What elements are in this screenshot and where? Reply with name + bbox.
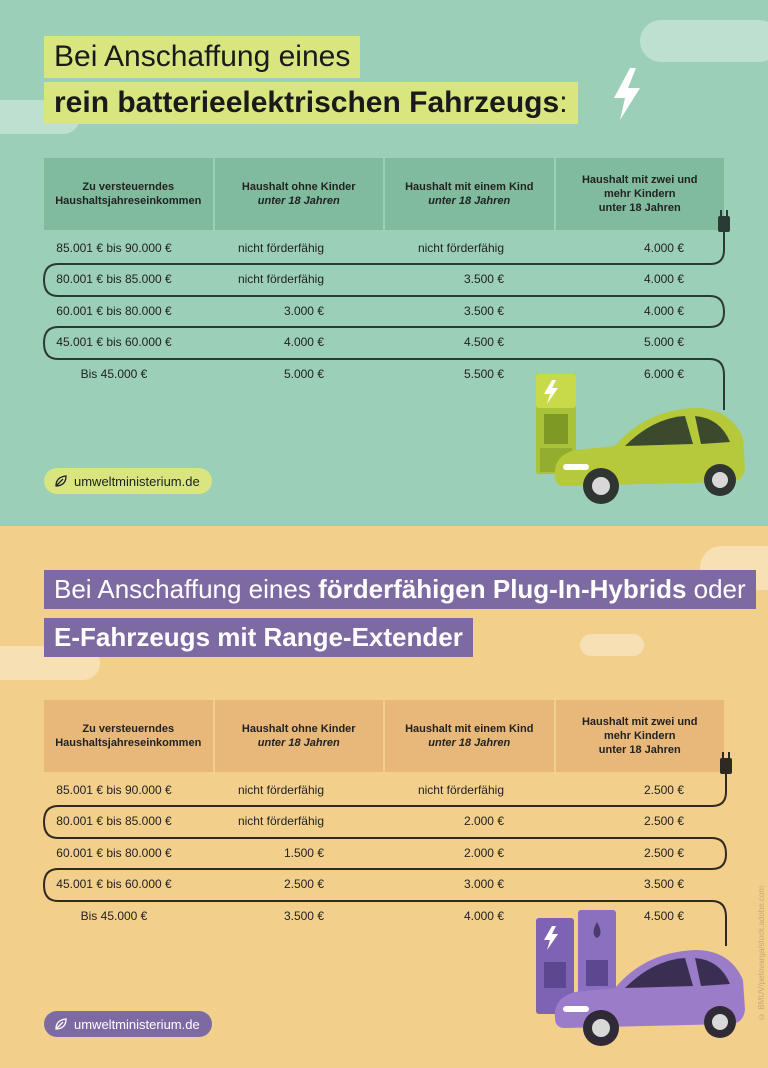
leaf-icon	[54, 474, 68, 488]
cell-income: Bis 45.000 €	[80, 366, 148, 381]
hybrid-car-icon	[545, 940, 750, 1050]
cell-value: 5.000 €	[283, 366, 324, 381]
cell-value: 3.500 €	[643, 877, 684, 892]
cell-income: 45.001 € bis 60.000 €	[56, 335, 172, 350]
header-text: Haushalt mit zwei und mehr Kindern	[581, 174, 698, 200]
cell-income: 60.001 € bis 80.000 €	[56, 303, 172, 318]
cell-value: nicht förderfähig	[417, 240, 504, 255]
cell-value: 1.500 €	[283, 845, 324, 860]
cell-value: 4.000 €	[283, 335, 324, 350]
electric-car-icon	[545, 398, 750, 508]
header-subtext: unter 18 Jahren	[598, 744, 681, 756]
cell-income: 80.001 € bis 85.000 €	[56, 814, 172, 829]
title-text: Bei Anschaffung eines	[54, 40, 351, 73]
header-text: Haushalt mit einem Kind	[405, 181, 534, 193]
leaf-icon	[54, 1017, 68, 1031]
cell-value: 5.500 €	[463, 366, 504, 381]
cell-income: 85.001 € bis 90.000 €	[56, 782, 172, 797]
cell-value: nicht förderfähig	[237, 240, 324, 255]
title-bold-text: rein batterieelektrischen Fahrzeugs	[54, 86, 560, 119]
header-subtext: unter 18 Jahren	[428, 737, 511, 749]
cell-income: 45.001 € bis 60.000 €	[56, 877, 172, 892]
cell-value: 3.000 €	[283, 303, 324, 318]
cell-value: 3.500 €	[463, 272, 504, 287]
cell-value: nicht förderfähig	[237, 782, 324, 797]
cell-value: 4.500 €	[463, 335, 504, 350]
website-link[interactable]	[44, 1011, 212, 1037]
cell-value: 2.500 €	[643, 814, 684, 829]
cell-value: 3.500 €	[283, 908, 324, 923]
image-credit: © BMUV/petovarga/stock.adobe.com	[757, 886, 766, 1021]
cell-value: 2.500 €	[283, 877, 324, 892]
cell-income: Bis 45.000 €	[80, 908, 148, 923]
header-text: Haushalt ohne Kinder	[241, 181, 356, 193]
cell-value: 2.500 €	[643, 845, 684, 860]
cell-value: 3.000 €	[463, 877, 504, 892]
header-text: Haushalt mit zwei und mehr Kindern	[581, 716, 698, 742]
cell-income: 80.001 € bis 85.000 €	[56, 272, 172, 287]
cell-income: 85.001 € bis 90.000 €	[56, 240, 172, 255]
cell-value: 6.000 €	[643, 366, 684, 381]
cell-value: 2.500 €	[643, 782, 684, 797]
header-subtext: unter 18 Jahren	[428, 195, 511, 207]
header-text: Haushalt ohne Kinder	[241, 723, 356, 735]
title-text: Bei Anschaffung eines	[54, 574, 319, 604]
title-bold-text: E-Fahrzeugs mit Range-Extender	[54, 622, 463, 652]
cell-value: 5.000 €	[643, 335, 684, 350]
cell-value: 4.000 €	[643, 303, 684, 318]
header-text: Haushalt mit einem Kind	[405, 723, 534, 735]
website-link[interactable]	[44, 468, 212, 494]
header-subtext: unter 18 Jahren	[598, 202, 681, 214]
cell-value: 4.000 €	[643, 240, 684, 255]
cell-income: 60.001 € bis 80.000 €	[56, 845, 172, 860]
cell-value: nicht förderfähig	[237, 272, 324, 287]
header-text: Zu versteuerndes Haushaltsjahreseinkommen	[55, 181, 202, 207]
cell-value: 4.500 €	[643, 908, 684, 923]
title-suffix: oder	[686, 574, 746, 604]
cell-value: 4.000 €	[643, 272, 684, 287]
bev-panel	[0, 0, 768, 526]
title-suffix: :	[559, 86, 568, 119]
website-link-text: umweltministerium.de	[74, 473, 200, 489]
cell-value: 4.000 €	[463, 908, 504, 923]
header-subtext: unter 18 Jahren	[257, 195, 340, 207]
website-link-text: umweltministerium.de	[74, 1016, 200, 1032]
header-subtext: unter 18 Jahren	[257, 737, 340, 749]
cell-value: 2.000 €	[463, 814, 504, 829]
title-bold-text: förderfähigen Plug-In-Hybrids	[318, 574, 687, 604]
cell-value: 2.000 €	[463, 845, 504, 860]
cell-value: nicht förderfähig	[237, 814, 324, 829]
header-text: Zu versteuerndes Haushaltsjahreseinkommen	[55, 723, 202, 749]
phev-panel	[0, 526, 768, 1068]
cell-value: 3.500 €	[463, 303, 504, 318]
cell-value: nicht förderfähig	[417, 782, 504, 797]
